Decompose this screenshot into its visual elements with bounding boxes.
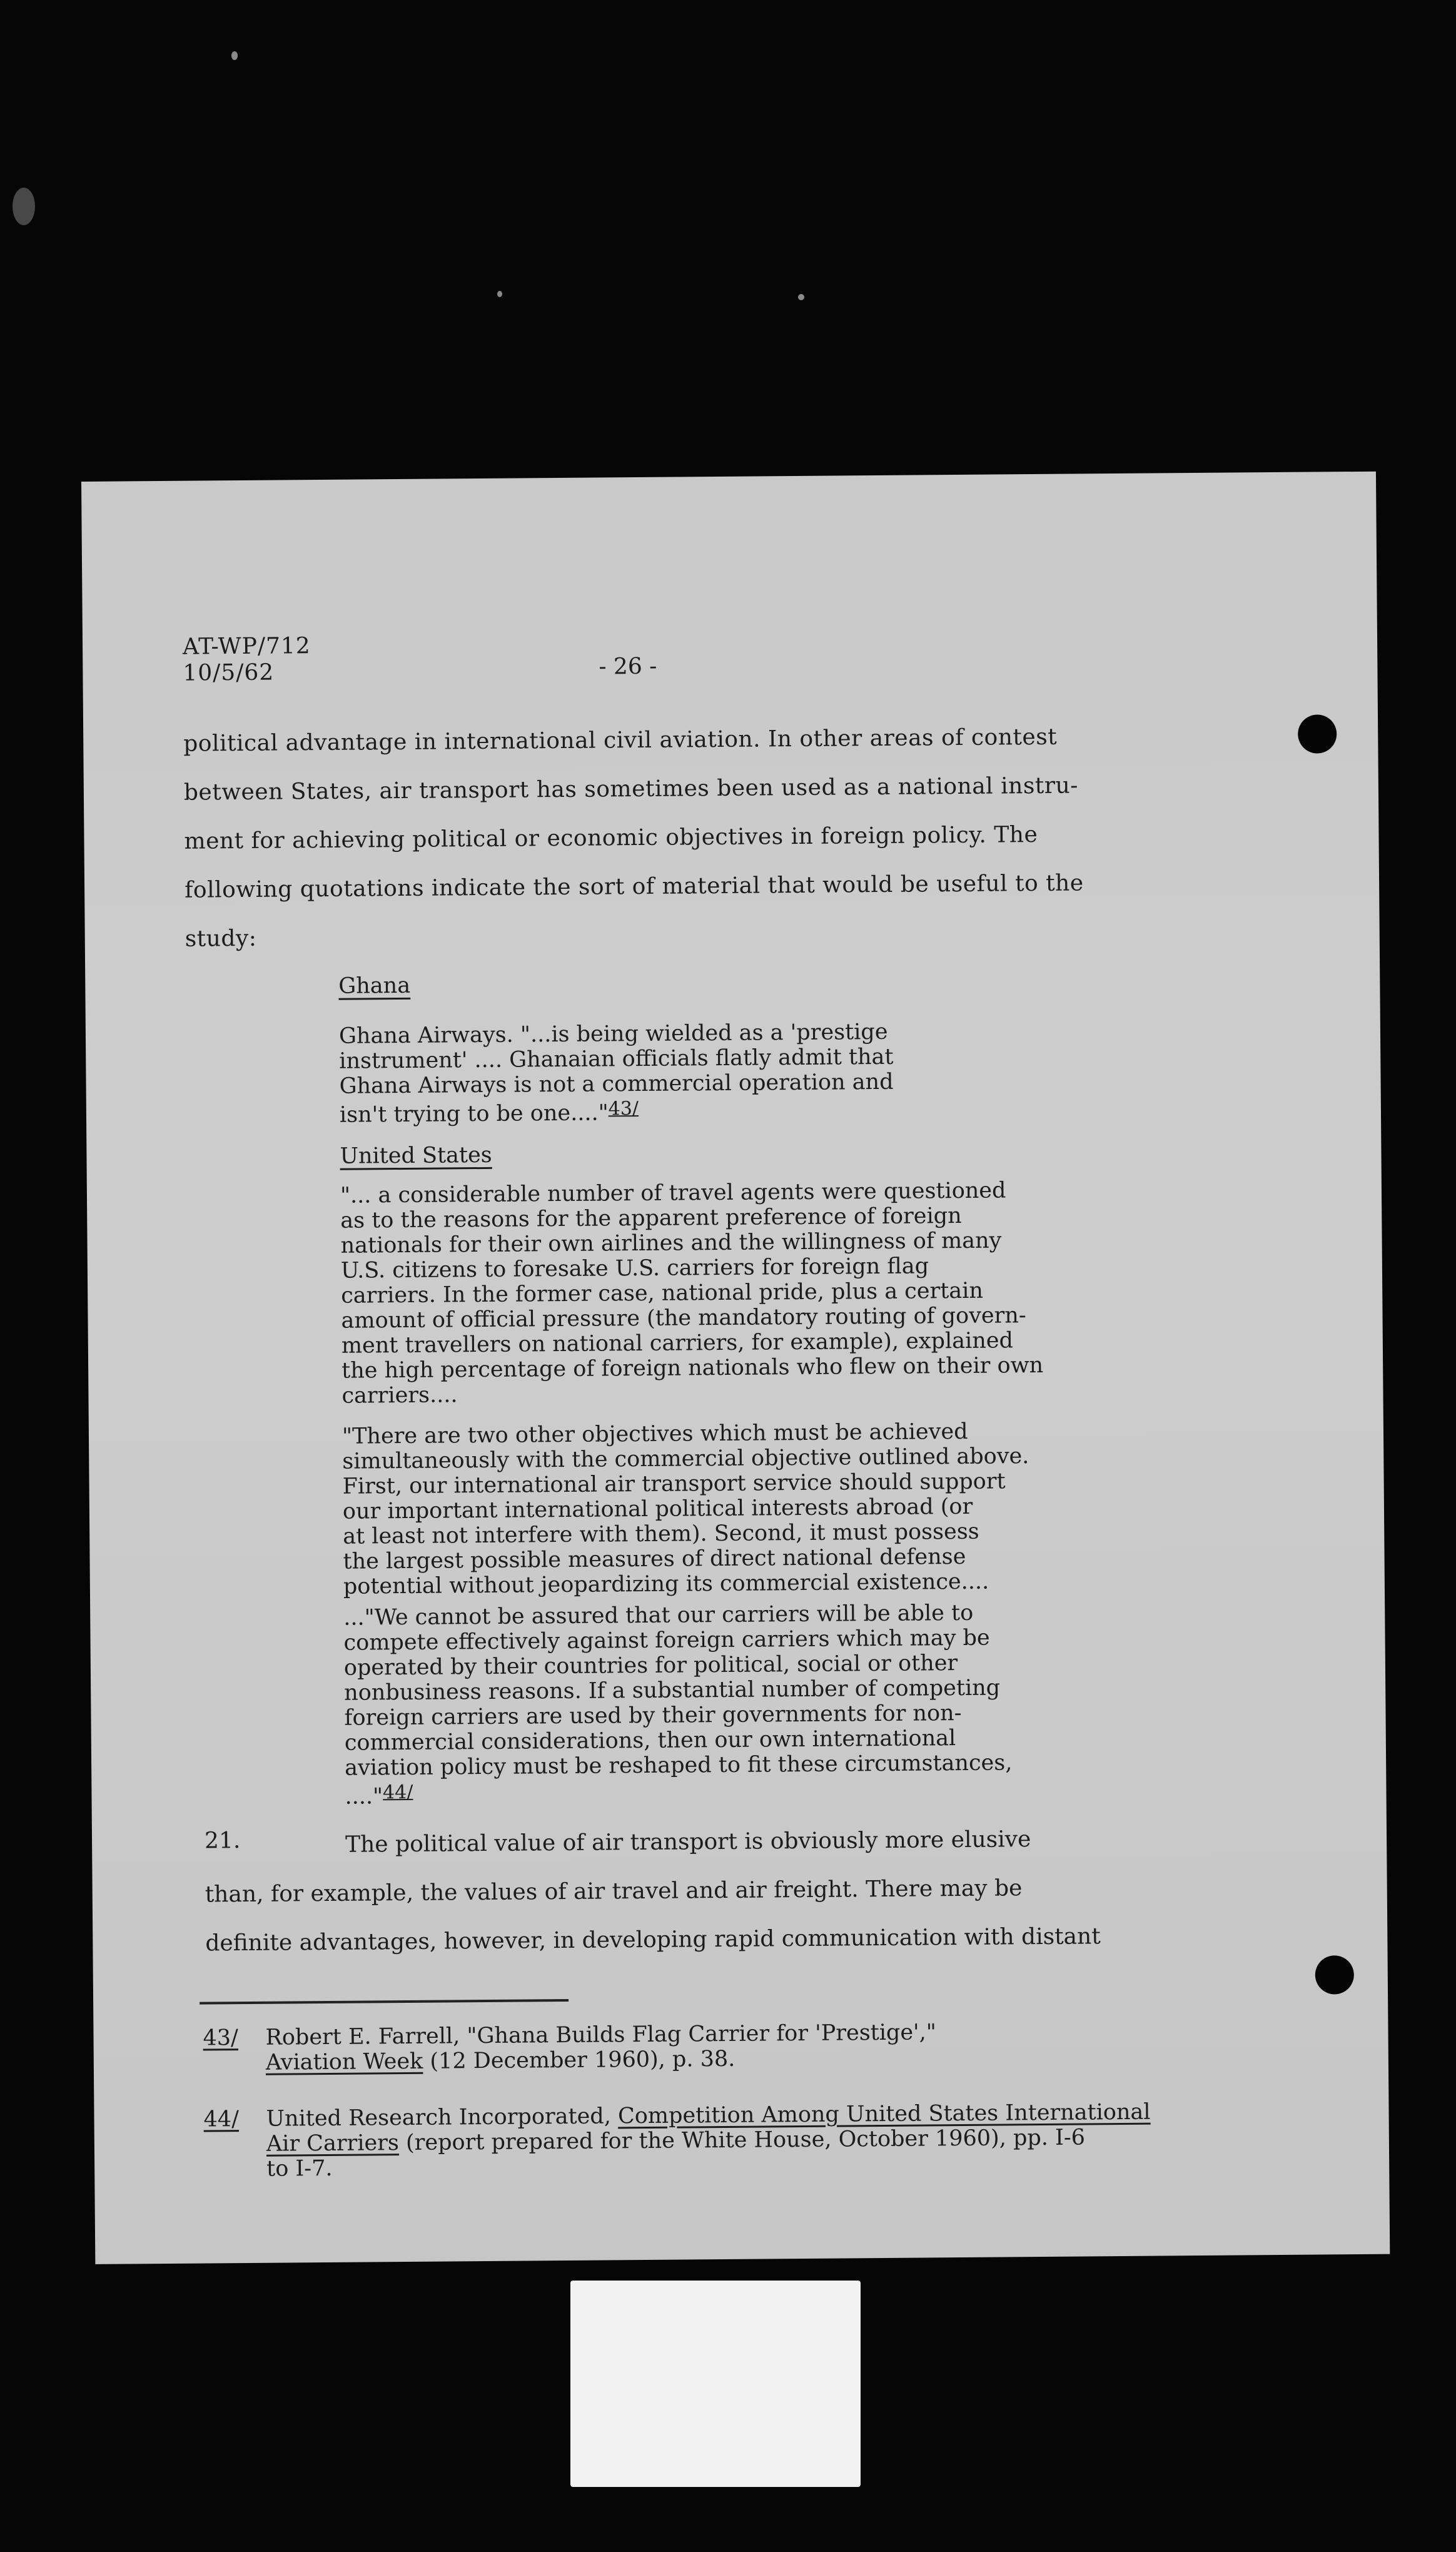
paragraph-line: between States, air transport has sometimes been used as a national instru-: [183, 772, 1079, 806]
quote-line: nonbusiness reasons. If a substantial number of competing: [344, 1675, 1001, 1706]
quote-line: ....": [345, 1784, 383, 1810]
paragraph-21-first-line: The political value of air transport is obviously more elusive: [345, 1826, 1031, 1858]
footnote-43: [203, 2018, 1235, 2076]
quote-line: First, our international air transport service should support: [342, 1469, 1006, 1499]
paragraph-line: study:: [185, 925, 257, 952]
blank-paper-slip: [570, 2281, 861, 2487]
scan-speck: [231, 51, 238, 60]
footnote-source-title: Competition Among United States International: [617, 2099, 1151, 2129]
quote-line: ment travellers on national carriers, for example), explained: [341, 1328, 1014, 1359]
footnote-divider: [200, 1999, 569, 2005]
page-number: - 26 -: [599, 653, 657, 680]
us-heading-block: [340, 1138, 1153, 1169]
quote-line: simultaneously with the commercial objective outlined above.: [342, 1444, 1029, 1474]
footnote-source-title: Air Carriers: [266, 2130, 400, 2157]
quote-line: at least not interfere with them). Second, it must possess: [343, 1519, 979, 1549]
ghana-heading-block: [338, 968, 1151, 999]
footnote-source-title: Aviation Week: [265, 2048, 423, 2075]
quote-line: "There are two other objectives which must be achieved: [341, 1419, 968, 1449]
paragraph-line: political advantage in international civil aviation. In other areas of contest: [183, 724, 1058, 757]
us-quote-1: [340, 1177, 1155, 1409]
scan-speck: [798, 294, 804, 300]
footnote-ref-44: 44/: [382, 1781, 413, 1804]
quote-line: Ghana Airways is not a commercial operation and: [339, 1069, 894, 1099]
quote-line: isn't trying to be one....": [339, 1100, 609, 1128]
footnote-ref-43: 43/: [608, 1098, 639, 1120]
us-quote-3: [343, 1599, 1158, 1810]
quote-line: instrument' .... Ghanaian officials flatly admit that: [339, 1044, 894, 1074]
footnote-line: Robert E. Farrell, "Ghana Builds Flag Carrier for 'Prestige',": [265, 2020, 937, 2050]
quote-line: as to the reasons for the apparent preference of foreign: [340, 1203, 962, 1233]
quote-line: compete effectively against foreign carriers which may be: [343, 1625, 990, 1656]
quote-line: the high percentage of foreign nationals who flew on their own: [341, 1352, 1044, 1384]
footnote-44: [203, 2099, 1236, 2182]
paragraph-number: 21.: [204, 1828, 241, 1854]
paragraph-line: than, for example, the values of air travel and air freight. There may be: [205, 1875, 1023, 1908]
quote-line: carriers. In the former case, national pride, plus a certain: [341, 1278, 984, 1309]
quote-line: foreign carriers are used by their governments for non-: [344, 1701, 962, 1731]
scan-speck: [13, 188, 35, 225]
ghana-quote: [339, 1018, 1153, 1128]
intro-paragraph: [183, 712, 1173, 963]
scan-speck: [497, 291, 502, 297]
us-quote-2: [342, 1418, 1156, 1599]
footnote-line: (report prepared for the White House, October 1960), pp. I-6: [398, 2125, 1086, 2156]
punch-hole: [1298, 714, 1337, 753]
quote-line: operated by their countries for political, social or other: [343, 1651, 958, 1681]
quote-line: Ghana Airways. "...is being wielded as a 'prestige: [338, 1019, 888, 1049]
quote-line: aviation policy must be reshaped to fit these circumstances,: [345, 1750, 1013, 1781]
quote-line: the largest possible measures of direct national defense: [343, 1544, 966, 1574]
quote-line: carriers....: [341, 1382, 458, 1409]
paragraph-line: following quotations indicate the sort of material that would be useful to the: [184, 870, 1084, 903]
document-code: [183, 633, 311, 687]
paragraph-21-body: [205, 1863, 1101, 1968]
footnote-number: 44/: [203, 2107, 240, 2132]
footnote-line: to I-7.: [266, 2155, 333, 2182]
footnote-line: (12 December 1960), p. 38.: [423, 2046, 736, 2074]
footnote-line: United Research Incorporated,: [266, 2104, 619, 2132]
section-heading-ghana: Ghana: [338, 973, 411, 999]
quote-line: our important international political interests abroad (or: [342, 1494, 973, 1524]
document-date: 10/5/62: [183, 659, 275, 686]
quote-line: amount of official pressure (the mandatory routing of govern-: [341, 1303, 1026, 1334]
paragraph-line: ment for achieving political or economic objectives in foreign policy. The: [184, 822, 1038, 854]
footnote-number: 43/: [203, 2025, 239, 2051]
section-heading-united-states: United States: [340, 1142, 492, 1169]
quote-line: potential without jeopardizing its commercial existence....: [343, 1569, 989, 1599]
document-code-line: AT-WP/712: [182, 633, 311, 660]
document-page: [81, 472, 1390, 2264]
quote-line: "... a considerable number of travel agents were questioned: [340, 1178, 1006, 1208]
quote-line: nationals for their own airlines and the willingness of many: [340, 1228, 1002, 1258]
quote-line: ..."We cannot be assured that our carriers will be able to: [343, 1600, 974, 1631]
quote-line: commercial considerations, then our own international: [344, 1726, 956, 1756]
quote-line: U.S. citizens to foresake U.S. carriers for foreign flag: [340, 1253, 929, 1284]
paragraph-line: definite advantages, however, in developing rapid communication with distant: [205, 1923, 1101, 1957]
punch-hole: [1315, 1955, 1354, 1994]
